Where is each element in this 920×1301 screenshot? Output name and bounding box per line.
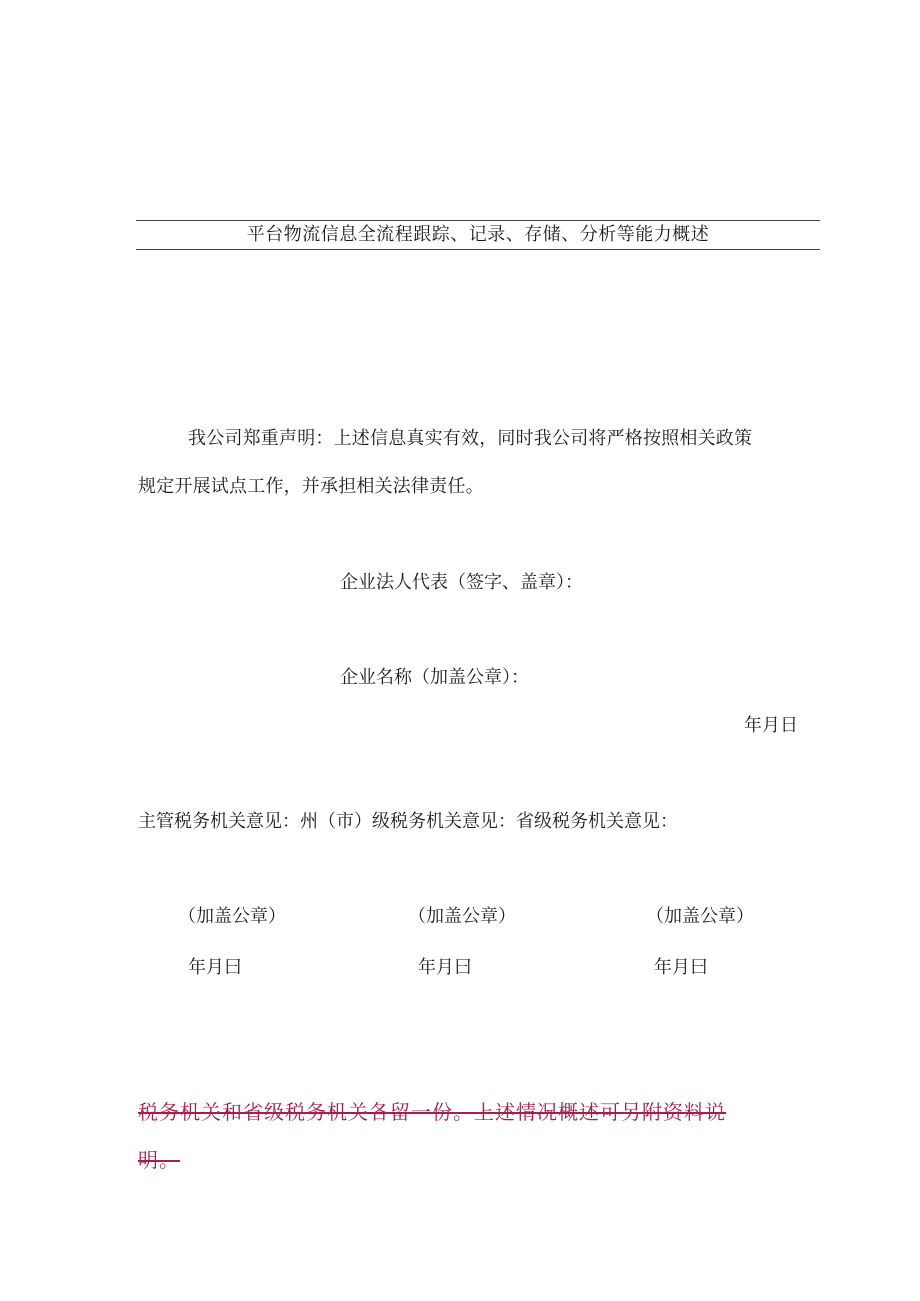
stamp-label-provincial: （加盖公章） (646, 906, 754, 927)
declaration-line-2: 规定开展试点工作，并承担相关法律责任。 (138, 476, 484, 497)
stamp-date-provincial: 年月曰 (654, 957, 708, 978)
stamp-label-local: （加盖公章） (178, 906, 286, 927)
tax-authority-opinions-header: 主管税务机关意见：州（市）级税务机关意见：省级税务机关意见： (138, 811, 678, 832)
stamp-date-prefecture: 年月曰 (418, 957, 472, 978)
signature-date: 年月日 (744, 715, 798, 736)
declaration-line-1: 我公司郑重声明：上述信息真实有效，同时我公司将严格按照相关政策 (188, 428, 753, 449)
company-name-seal: 企业名称（加盖公章）： (340, 667, 529, 688)
deleted-note-line-1: 税务机关和省级税务机关各留一份。上述情况概述可另附资料说 (138, 1100, 726, 1124)
stamp-label-prefecture: （加盖公章） (408, 906, 516, 927)
page-title: 平台物流信息全流程跟踪、记录、存储、分析等能力概述 (246, 224, 710, 245)
legal-representative-signature: 企业法人代表（签字、盖章）： (340, 572, 583, 593)
deleted-note-line-2: 明。 (138, 1148, 180, 1172)
title-table-row (136, 220, 820, 250)
stamp-date-local: 年月曰 (188, 957, 242, 978)
